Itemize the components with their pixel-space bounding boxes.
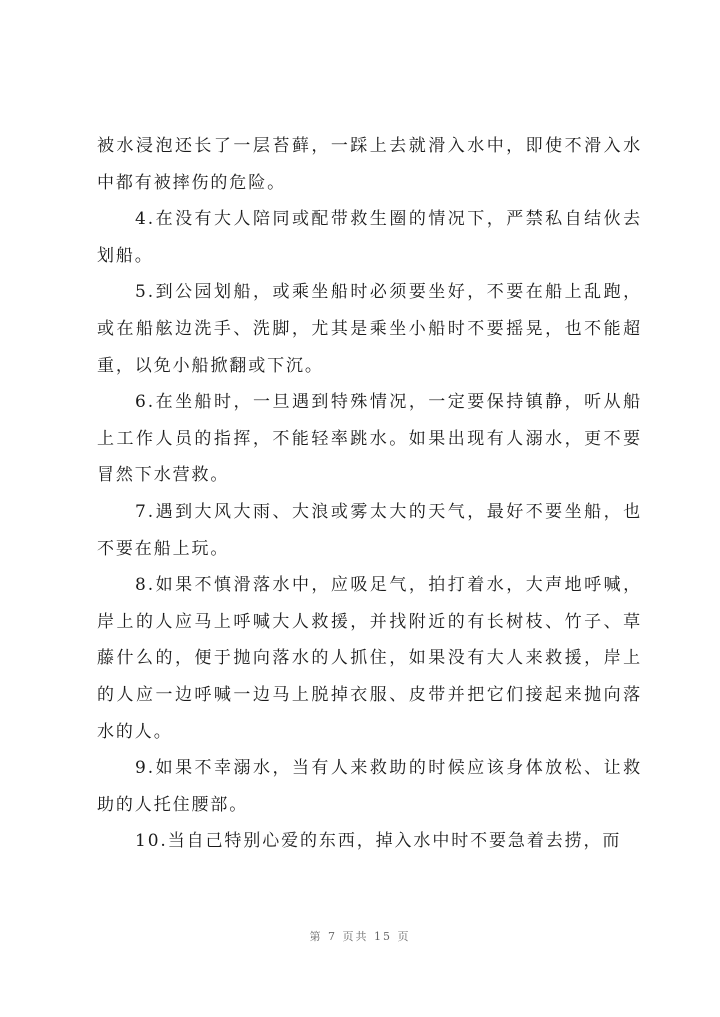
paragraph-6: 9.如果不幸溺水，当有人来救助的时候应该身体放松、让救助的人托住腰部。 <box>97 758 642 815</box>
paragraph-2: 5.到公园划船，或乘坐船时必须要坐好，不要在船上乱跑，或在船舷边洗手、洗脚，尤其是乘坐小船时不要摇晃，也不能超重，以免小船掀翻或下沉。 <box>97 282 642 376</box>
page-number-label: 第 7 页共 15 页 <box>309 930 411 943</box>
paragraph-0: 被水浸泡还长了一层苔藓，一踩上去就滑入水中，即使不滑入水中都有被摔伤的危险。 <box>97 136 642 193</box>
paragraph-7: 10.当自己特别心爱的东西，掉入水中时不要急着去捞，而 <box>135 831 622 852</box>
paragraph-4: 7.遇到大风大雨、大浪或雾太大的天气，最好不要坐船，也不要在船上玩。 <box>97 501 642 559</box>
document-body <box>97 128 642 860</box>
paragraph-5: 8.如果不慎滑落水中，应吸足气，拍打着水，大声地呼喊，岸上的人应马上呼喊大人救援，并找附近的有长树枝、竹子、草藤什么的，便于抛向落水的人抓住，如果没有大人来救援，岸上的人应一边呼喊一边马上脱掉衣服、皮带并把它们接起来抛向落水的人。 <box>97 575 642 742</box>
paragraph-3: 6.在坐船时，一旦遇到特殊情况，一定要保持镇静，听从船上工作人员的指挥，不能轻率跳水。如果出现有人溺水，更不要冒然下水营救。 <box>97 392 642 486</box>
paragraph-1: 4.在没有大人陪同或配带救生圈的情况下，严禁私自结伙去划船。 <box>97 209 642 266</box>
page-footer <box>0 928 720 944</box>
